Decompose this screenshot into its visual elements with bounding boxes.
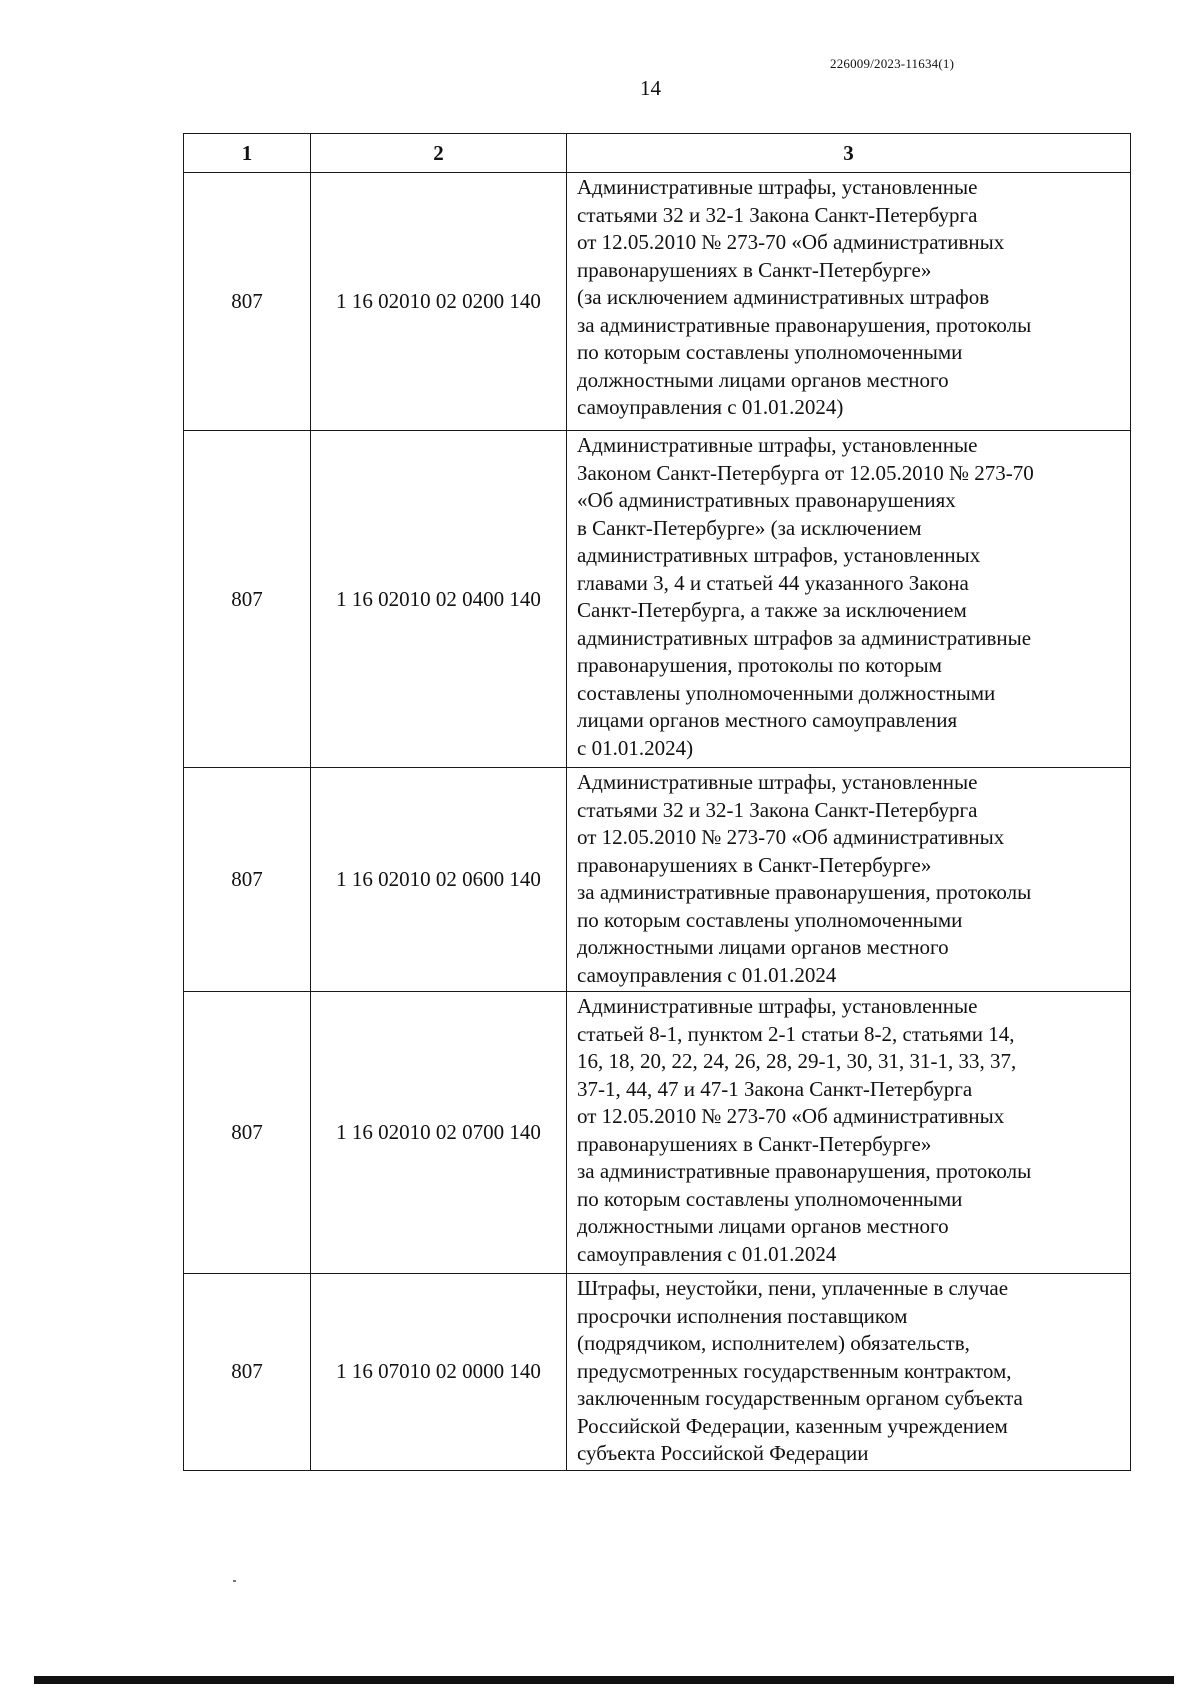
page-number: 14 — [640, 76, 661, 100]
table-row — [184, 431, 1131, 768]
revenue-description-cell: Административные штрафы, установленные статьей 8-1, пунктом 2-1 статьи 8-2, статьями 14, 16, 18, 20, 22, 24, 26, 28, 29-1, 30, 31, 31-1, 33, 37, 37-1, 44, 47 и 47-1 Закона Санкт-Петербурга от 12.05.2010 № 273-70 «Об административных правонарушениях в Санкт-Петербурге» за административные правонарушения, протоколы по которым составлены уполномоченными должностными лицами органов местного самоуправления с 01.01.2024 — [567, 992, 1131, 1274]
scan-edge-bar — [34, 1676, 1174, 1684]
table-row — [184, 992, 1131, 1274]
column-header-1: 1 — [184, 134, 311, 173]
table-row — [184, 173, 1131, 431]
revenue-description-cell: Административные штрафы, установленные статьями 32 и 32-1 Закона Санкт-Петербурга от 12.05.2010 № 273-70 «Об административных правонарушениях в Санкт-Петербурге» (за исключением административных штрафов за административные правонарушения, протоколы по которым составлены уполномоченными должностными лицами органов местного самоуправления с 01.01.2024) — [567, 173, 1131, 431]
column-header-2: 2 — [311, 134, 567, 173]
administrator-code-cell: 807 — [184, 992, 311, 1274]
administrator-code-cell: 807 — [184, 768, 311, 992]
revenue-description-cell: Административные штрафы, установленные статьями 32 и 32-1 Закона Санкт-Петербурга от 12.05.2010 № 273-70 «Об административных правонарушениях в Санкт-Петербурге» за административные правонарушения, протоколы по которым составлены уполномоченными должностными лицами органов местного самоуправления с 01.01.2024 — [567, 768, 1131, 992]
budget-classification-code-cell: 1 16 02010 02 0400 140 — [311, 431, 567, 768]
budget-classification-code-cell: 1 16 02010 02 0200 140 — [311, 173, 567, 431]
administrator-code-cell: 807 — [184, 173, 311, 431]
document-number: 226009/2023-11634(1) — [830, 56, 955, 71]
administrator-code-cell: 807 — [184, 1274, 311, 1471]
scan-speck — [233, 1580, 236, 1582]
budget-classification-code-cell: 1 16 02010 02 0600 140 — [311, 768, 567, 992]
table-row — [184, 1274, 1131, 1471]
revenue-description-cell: Штрафы, неустойки, пени, уплаченные в случае просрочки исполнения поставщиком (подрядчиком, исполнителем) обязательств, предусмотренных государственным контрактом, заключенным государственным органом субъекта Российской Федерации, казенным учреждением субъекта Российской Федерации — [567, 1274, 1131, 1471]
budget-classification-code-cell: 1 16 07010 02 0000 140 — [311, 1274, 567, 1471]
budget-codes-table — [183, 133, 1131, 1471]
table-row — [184, 768, 1131, 992]
revenue-description-cell: Административные штрафы, установленные Законом Санкт-Петербурга от 12.05.2010 № 273-70 «Об административных правонарушениях в Санкт-Петербурге» (за исключением административных штрафов, установленных главами 3, 4 и статьей 44 указанного Закона Санкт-Петербурга, а также за исключением административных штрафов за административные правонарушения, протоколы по которым составлены уполномоченными должностными лицами органов местного самоуправления с 01.01.2024) — [567, 431, 1131, 768]
budget-classification-code-cell: 1 16 02010 02 0700 140 — [311, 992, 567, 1274]
administrator-code-cell: 807 — [184, 431, 311, 768]
table-header-row — [184, 134, 1131, 173]
column-header-3: 3 — [567, 134, 1131, 173]
